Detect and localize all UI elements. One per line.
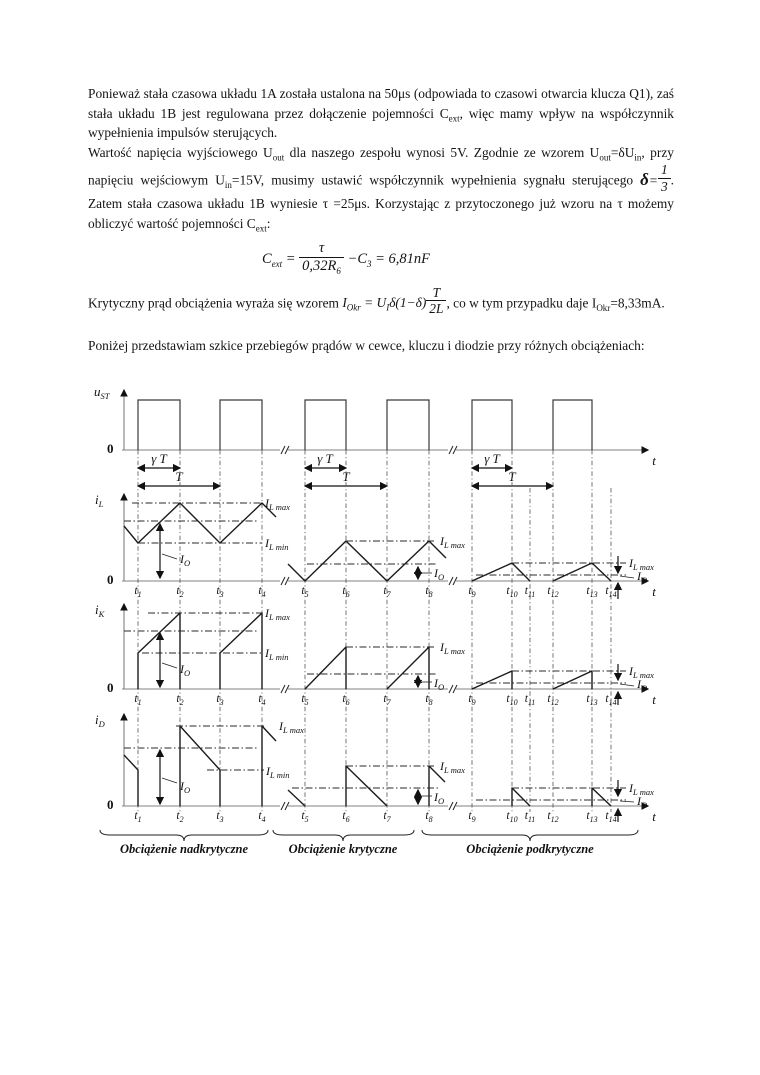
fraction-numerator: τ	[299, 240, 344, 258]
waveform-ik	[472, 671, 512, 689]
tick-label: $t_6$	[342, 585, 350, 599]
paragraph-text: , więc mamy wpływ na współczynnik wypełnienia impulsów sterujących.	[88, 105, 675, 141]
waveform-ik	[387, 647, 429, 689]
il-axis-label: $i_L$	[95, 492, 104, 509]
tick-label: $t_{12}$	[547, 810, 559, 824]
subscript: ext	[255, 223, 267, 234]
tick-label: $t_{12}$	[547, 585, 559, 599]
equals-sign: =	[375, 251, 385, 268]
group-brace	[422, 830, 638, 841]
waveform-ik	[138, 613, 180, 689]
paragraph-text: Ponieważ stała czasowa układu 1A została ustalona na 50μs (odpowiada to czasowi otwarcia klucza Q1), zaś stała układu 1B jest regulowana przez dołączenie pojemności C	[88, 86, 674, 121]
paragraph-time-constant	[88, 84, 674, 143]
tick-label: $t_8$	[425, 693, 433, 707]
label-leader-line	[162, 778, 177, 783]
tick-label: $t_7$	[383, 585, 391, 599]
waveform-ik	[305, 647, 346, 689]
tick-label: $t_{13}$	[586, 810, 598, 824]
tick-label: $t_8$	[425, 810, 433, 824]
tick-label: $t_5$	[301, 585, 309, 599]
math-label: $I_{L max}$	[265, 496, 290, 512]
label-leader-line	[620, 684, 634, 686]
paragraph-text: . Zatem stała czasowa układu 1B wyniesie τ =25μs. Korzystając z przytoczonego już wzoru na τ możemy obliczyć wartość pojemności C	[88, 172, 674, 231]
tick-label: $t_9$	[468, 585, 476, 599]
math-label: $I_O$	[180, 552, 191, 568]
delta-symbol: δ	[640, 169, 649, 189]
equation-symbol: C	[261, 251, 272, 268]
group-brace	[273, 830, 414, 841]
math-label: $I_{L max}$	[279, 719, 304, 735]
tick-label: $t_7$	[383, 693, 391, 707]
fraction-numerator: T	[426, 285, 446, 301]
tick-label: $t_4$	[258, 810, 266, 824]
math-label: $I_{L max}$	[265, 606, 290, 622]
paragraph-text: =8,33mA.	[610, 295, 665, 311]
waveform-ik	[553, 671, 592, 689]
tick-label: $t_5$	[301, 810, 309, 824]
fraction	[426, 285, 446, 317]
period-label: T	[342, 469, 350, 484]
tick-label: $t_5$	[301, 693, 309, 707]
paragraph-text: Poniżej przedstawiam szkice przebiegów prądów w cewce, kluczu i diodzie przy różnych obciążeniach:	[88, 337, 645, 353]
math-label: $I_O$	[434, 566, 445, 582]
fraction-numerator: 1	[658, 162, 671, 178]
tick-label: $t_9$	[468, 810, 476, 824]
ust-axis-label: $u_{ST}$	[94, 386, 110, 401]
tick-label: $t_8$	[425, 585, 433, 599]
minus-sign: −	[347, 251, 358, 268]
tick-label: $t_{13}$	[586, 693, 598, 707]
period-label: T	[175, 469, 183, 484]
tick-label: $t_{11}$	[524, 693, 536, 707]
zero-label: 0	[107, 441, 114, 456]
tick-label: $t_{10}$	[506, 810, 518, 824]
gamma-t-label: γ T	[151, 451, 167, 466]
subscript: ext	[271, 259, 283, 270]
fraction-denominator: 3	[660, 178, 668, 194]
waveform-il	[288, 541, 446, 581]
waveform-id	[124, 755, 138, 806]
tick-label: $t_2$	[176, 585, 184, 599]
equals-sign: =	[648, 172, 658, 188]
subscript: ext	[448, 113, 460, 124]
tick-label: $t_4$	[258, 585, 266, 599]
fraction-denominator: 2L	[429, 301, 444, 317]
time-axis-label: t	[652, 453, 656, 468]
tick-label: $t_1$	[134, 693, 142, 707]
math-label: $I_O$	[637, 569, 648, 585]
tick-label: $t_2$	[176, 810, 184, 824]
tick-label: $t_{11}$	[524, 810, 536, 824]
waveform-il	[124, 503, 276, 543]
tick-label: $t_3$	[216, 693, 224, 707]
id-axis-label: $i_D$	[95, 712, 105, 729]
label-leader-line	[620, 801, 634, 802]
gamma-t-label: γ T	[317, 451, 333, 466]
inline-formula-iokr: $I_{Okr} = U_I\delta(1-\delta)$ $\frac{T}{2L}$	[342, 295, 446, 310]
label-leader-line	[162, 554, 177, 559]
fraction	[658, 162, 671, 194]
paragraph-text: , co w tym przypadku daje I	[446, 295, 597, 311]
math-label: $I_{L min}$	[266, 764, 290, 780]
tick-label: $t_9$	[468, 693, 476, 707]
time-axis-label: t	[652, 692, 656, 707]
waveform-id	[346, 766, 387, 806]
subscript: in	[634, 152, 642, 163]
tick-label: $t_1$	[134, 810, 142, 824]
paragraph-text: dla naszego zespołu wynosi 5V. Zgodnie ze wzorem U	[284, 144, 600, 160]
tick-label: $t_4$	[258, 693, 266, 707]
group-caption-critical: Obciążenie krytyczne	[288, 842, 398, 856]
tick-label: $t_{14}$	[605, 585, 617, 599]
paragraph-intro-sketches	[88, 336, 674, 356]
subscript: Okr	[596, 302, 611, 313]
waveform-il	[553, 563, 611, 581]
subscript: out	[599, 152, 611, 163]
inline-formula-delta	[640, 162, 670, 194]
time-axis-label: t	[652, 584, 656, 599]
math-label: $I_{L max}$	[629, 781, 654, 797]
tick-label: $t_{10}$	[506, 585, 518, 599]
paragraph-text: Krytyczny prąd obciążenia wyraża się wzorem	[88, 295, 343, 311]
math-label: $I_{L max}$	[440, 759, 465, 775]
math-label: $I_O$	[637, 794, 648, 810]
zero-label: 0	[107, 680, 114, 695]
paragraph-text: Wartość napięcia wyjściowego U	[88, 144, 273, 160]
math-label: $I_{L max}$	[629, 664, 654, 680]
paragraph-text: =δU	[610, 144, 635, 160]
math-label: $I_O$	[180, 779, 191, 795]
group-caption-subcritical: Obciążenie podkrytyczne	[466, 842, 594, 856]
math-label: $I_O$	[637, 677, 648, 693]
label-leader-line	[162, 663, 177, 668]
label-leader-line	[620, 576, 634, 578]
subscript: out	[272, 152, 285, 163]
waveform-id	[592, 788, 611, 806]
tick-label: $t_{10}$	[506, 693, 518, 707]
math-label: $I_{L max}$	[629, 556, 654, 572]
paragraph-output-voltage	[88, 143, 674, 234]
equation-cext	[88, 240, 674, 274]
waveform-id	[288, 790, 305, 806]
ik-axis-label: $i_K$	[95, 602, 105, 619]
math-label: $I_O$	[434, 790, 445, 806]
tick-label: $t_6$	[342, 810, 350, 824]
body-text	[88, 84, 674, 355]
paragraph-text: , przy napięciu wejściowym U	[88, 144, 674, 188]
paragraph-text: =15V, musimy ustawić współczynnik wypełnienia sygnału sterującego	[231, 172, 641, 188]
subscript: in	[224, 180, 232, 191]
paragraph-critical-current	[88, 285, 674, 317]
math-label: $I_O$	[434, 676, 445, 692]
math-label: $I_O$	[180, 662, 191, 678]
tick-label: $t_3$	[216, 585, 224, 599]
time-axis-label: t	[652, 809, 656, 824]
equals-sign: =	[285, 251, 296, 268]
period-label: T	[508, 469, 516, 484]
tick-label: $t_{11}$	[524, 585, 536, 599]
pulse-waveform	[138, 400, 592, 450]
tick-label: $t_7$	[383, 810, 391, 824]
fraction-denominator: $0,32R_6$	[302, 258, 341, 276]
tick-label: $t_1$	[134, 585, 142, 599]
math-label: $I_{L max}$	[440, 534, 465, 550]
tick-label: $t_{13}$	[586, 585, 598, 599]
tick-label: $t_3$	[216, 810, 224, 824]
group-caption-overcritical: Obciążenie nadkrytyczne	[119, 842, 249, 856]
waveform-ik	[220, 613, 262, 689]
zero-label: 0	[107, 797, 114, 812]
tick-label: $t_2$	[176, 693, 184, 707]
gamma-t-label: γ T	[484, 451, 500, 466]
math-label: $I_{L min}$	[265, 536, 289, 552]
equation-symbol: C	[357, 251, 367, 268]
waveform-il	[472, 563, 530, 581]
tick-label: $t_{14}$	[605, 810, 617, 824]
tick-label: $t_6$	[342, 693, 350, 707]
waveform-diagram	[92, 386, 672, 864]
tick-label: $t_{14}$	[605, 693, 617, 707]
math-label: $I_{L min}$	[265, 646, 289, 662]
fraction	[299, 240, 344, 274]
waveform-id	[512, 788, 530, 806]
tick-label: $t_{12}$	[547, 693, 559, 707]
equation-result: 6,81nF	[388, 251, 431, 268]
group-brace	[100, 830, 268, 841]
subscript: 3	[367, 259, 372, 270]
zero-label: 0	[107, 572, 114, 587]
paragraph-text: :	[266, 215, 271, 231]
math-label: $I_{L max}$	[440, 640, 465, 656]
